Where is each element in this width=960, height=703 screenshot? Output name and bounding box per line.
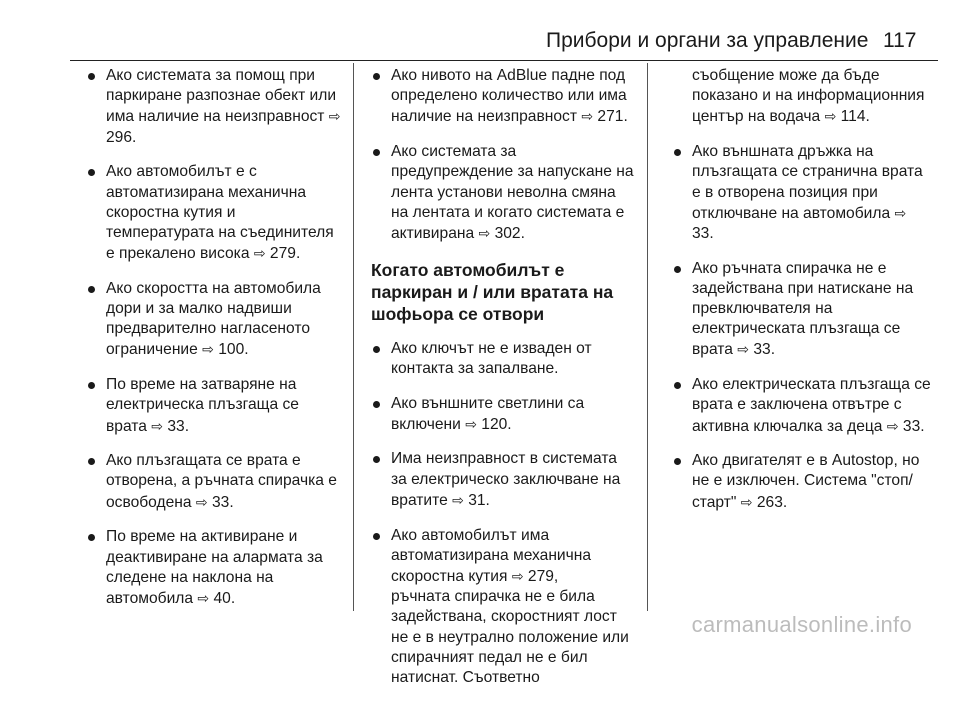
item-text: Ако скоростта на автомобила дори и за малко надвиши предварително нагласеното ограничение [106, 279, 321, 359]
page-header-title: Прибори и органи за управление [546, 29, 869, 52]
page-ref-arrow-icon: ⇨ [253, 245, 266, 262]
page-ref[interactable]: 271. [597, 108, 628, 126]
item-text: Има неизправност в системата за електрическо заключване на вратите [391, 450, 621, 509]
page-ref[interactable]: 120. [481, 415, 512, 433]
list-item [86, 66, 342, 148]
column-2 [371, 66, 635, 703]
page-ref-arrow-icon: ⇨ [511, 567, 524, 584]
bullet-icon [373, 533, 380, 540]
item-text: съобщение може да бъде показано и на информационния център на водача [692, 67, 925, 126]
page-ref-arrow-icon: ⇨ [465, 415, 477, 432]
page-ref[interactable]: 279, [527, 567, 559, 585]
page-ref-arrow-icon: ⇨ [894, 204, 907, 221]
item-text: Ако плъзгащата се врата е отворена, а ръчната спирачка е освободена [106, 452, 337, 511]
item-text: Ако ключът не е изваден от контакта за запалване. [391, 339, 592, 377]
list-item [371, 66, 635, 128]
page-ref[interactable]: 33. [167, 417, 190, 435]
item-text: По време на активиране и деактивиране на алармата за следене на наклона на автомобила [106, 528, 323, 607]
continued-paragraph [672, 66, 932, 128]
item-text: Ако автомобилът е с автоматизирана механична скоростна кутия и температурата на съединителя е прекалено висока [106, 163, 334, 263]
page-ref-arrow-icon: ⇨ [581, 108, 594, 125]
bullet-icon [88, 382, 95, 389]
bullet-list [371, 66, 635, 244]
page-ref-arrow-icon: ⇨ [151, 417, 164, 434]
page-ref[interactable]: 31. [468, 491, 490, 509]
bullet-icon [88, 286, 95, 293]
bullet-icon [674, 149, 681, 156]
column-3 [672, 66, 932, 527]
watermark: carmanualsonline.info [691, 612, 912, 637]
list-item [86, 279, 342, 361]
list-item [672, 451, 932, 513]
page-ref[interactable]: 40. [213, 589, 236, 607]
list-item [672, 259, 932, 361]
page-ref-arrow-icon: ⇨ [737, 341, 750, 358]
bullet-icon [88, 73, 95, 80]
page-ref[interactable]: 302. [494, 224, 525, 242]
item-text: Ако външната дръжка на плъзгащата се странична врата е в отворена позиция при отключване на автомобила [692, 143, 923, 222]
bullet-icon [674, 266, 681, 273]
list-item [371, 526, 635, 689]
page-ref[interactable]: 33. [902, 417, 925, 435]
item-text-continued: ръчната спирачка не е била задействана, скоростният лост не е в неутрално положение или спирачният педал не е бил натиснат. Съответно [391, 588, 629, 686]
bullet-icon [674, 382, 681, 389]
list-item [672, 142, 932, 244]
page-ref[interactable]: 296. [106, 128, 137, 146]
section-heading: Когато автомобилът е паркиран и / или вратата на шофьора се отвори [371, 259, 614, 324]
bullet-list [672, 142, 932, 513]
page-ref[interactable]: 114. [840, 108, 870, 126]
bullet-icon [674, 458, 681, 465]
page-ref[interactable]: 33. [753, 341, 776, 359]
list-item [672, 375, 932, 437]
page-ref[interactable]: 33. [212, 493, 234, 511]
page-number: 117 [883, 29, 917, 52]
item-text: Ако системата за предупреждение за напускане на лента установи неволна смяна на лентата и когато системата е активирана [391, 143, 634, 242]
bullet-icon [88, 169, 95, 176]
list-item [371, 142, 635, 244]
page-ref[interactable]: 33. [692, 224, 714, 242]
list-item [371, 449, 635, 511]
item-text: Ако двигателят е в Autostop, но не е изключен. Система "стоп/старт" [692, 452, 920, 511]
column-divider-1 [353, 63, 354, 611]
page-ref-arrow-icon: ⇨ [478, 224, 491, 241]
item-text: Ако системата за помощ при паркиране разпознае обект или има наличие на неизправност [106, 67, 337, 126]
list-item [86, 451, 342, 513]
list-item [86, 375, 342, 437]
item-text: Ако нивото на AdBlue падне под определено количество или има наличие на неизправност [391, 67, 627, 126]
bullet-list [86, 66, 342, 609]
item-text: Ако външните светлини са включени [391, 394, 585, 433]
bullet-icon [373, 401, 380, 408]
item-text: Ако ръчната спирачка не е задействана при натискане на превключвателя на електрическата плъзгаща се врата [692, 259, 914, 359]
page-ref-arrow-icon: ⇨ [886, 417, 899, 434]
bullet-icon [373, 346, 380, 353]
page-ref-arrow-icon: ⇨ [452, 491, 464, 508]
bullet-icon [88, 534, 95, 541]
header-rule [70, 60, 938, 61]
bullet-icon [373, 149, 380, 156]
bullet-list [371, 339, 635, 689]
page-ref-arrow-icon: ⇨ [195, 493, 208, 510]
item-text: Ако автомобилът има автоматизирана механична скоростна кутия [391, 526, 592, 585]
page-ref-arrow-icon: ⇨ [202, 341, 214, 358]
item-text: Ако електрическата плъзгаща се врата е заключена отвътре с активна ключалка за деца [692, 376, 931, 435]
page-ref-arrow-icon: ⇨ [328, 108, 341, 125]
page-ref[interactable]: 263. [756, 493, 788, 511]
list-item [86, 162, 342, 264]
bullet-icon [373, 73, 380, 80]
column-divider-2 [647, 63, 648, 611]
item-text: По време на затваряне на електрическа плъзгаща се врата [106, 376, 299, 435]
list-item [371, 394, 635, 435]
page-ref-arrow-icon: ⇨ [740, 493, 753, 510]
bullet-icon [88, 458, 95, 465]
bullet-icon [373, 456, 380, 463]
page-ref[interactable]: 100. [218, 341, 249, 359]
page-ref-arrow-icon: ⇨ [197, 589, 210, 606]
column-1 [86, 66, 342, 624]
list-item [86, 527, 342, 609]
page-ref-arrow-icon: ⇨ [824, 108, 837, 125]
list-item [371, 339, 635, 379]
page-ref[interactable]: 279. [269, 245, 301, 263]
